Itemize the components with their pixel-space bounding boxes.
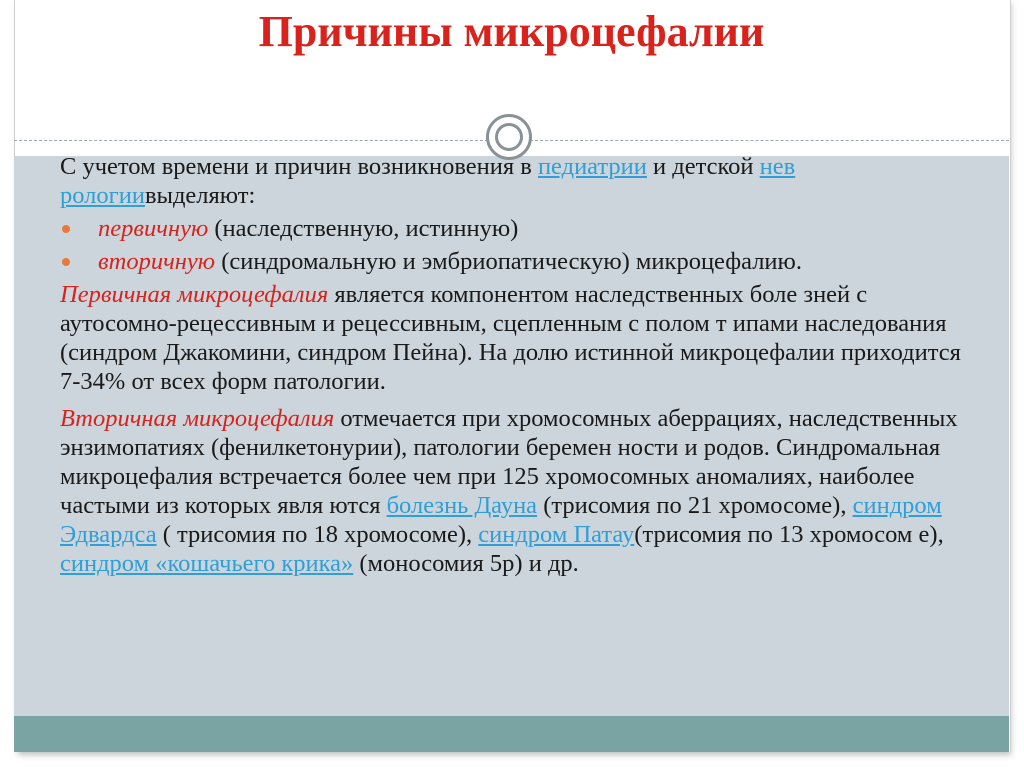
link-neurology[interactable]: нев рологии bbox=[60, 153, 796, 209]
slide-title: Причины микроцефалии bbox=[258, 7, 765, 56]
bullet-dot-icon bbox=[62, 258, 70, 266]
link-down-syndrome[interactable]: болезнь Дауна bbox=[386, 492, 538, 519]
ring-inner-icon bbox=[495, 123, 523, 151]
secondary-text-2: (трисомия по 21 хромосоме), bbox=[537, 492, 853, 519]
bullet-list bbox=[60, 214, 965, 276]
bullet-dot-icon bbox=[62, 225, 70, 233]
link-cat-cry-syndrome[interactable]: синдром «кошачьего крика» bbox=[60, 550, 354, 577]
bullet-text: (синдромальную и эмбриопатическую) микроцефалию. bbox=[215, 248, 802, 275]
secondary-term: Вторичная микроцефалия bbox=[60, 405, 335, 432]
bullet-term: вторичную bbox=[98, 248, 216, 275]
bullet-text: (наследственную, истинную) bbox=[208, 215, 519, 242]
primary-term: Первичная микроцефалия bbox=[60, 281, 329, 308]
intro-text-2: и детской bbox=[646, 153, 760, 180]
list-item bbox=[60, 214, 965, 243]
primary-paragraph bbox=[60, 280, 965, 396]
bullet-term: первичную bbox=[98, 215, 209, 242]
intro-text-3: выделяют: bbox=[144, 182, 256, 209]
bottom-band bbox=[14, 716, 1009, 752]
secondary-text-3: ( трисомия по 18 хромосоме), bbox=[156, 521, 479, 548]
link-patau-syndrome[interactable]: синдром Патау bbox=[478, 521, 635, 548]
link-edwards-syndrome[interactable]: синдром Эдвардса bbox=[60, 492, 942, 548]
secondary-text-5: (моносомия 5р) и др. bbox=[353, 550, 579, 577]
secondary-text-4: (трисомия по 13 хромосом е), bbox=[634, 521, 944, 548]
list-item bbox=[60, 247, 965, 276]
link-pediatrics[interactable]: педиатрии bbox=[537, 153, 647, 180]
intro-text-1: С учетом времени и причин возникновения в bbox=[60, 153, 538, 180]
intro-paragraph bbox=[60, 152, 965, 210]
slide-body bbox=[60, 152, 965, 578]
secondary-text-1: отмечается при хромосомных аберрациях, наследственных энзимопатиях (фенилкетонурии), патологии беремен ности и родов. Синдромальная микроцефалия встречается более чем при 125 хромосомных аномалиях, наиболее частыми из которых явля ются bbox=[60, 405, 958, 519]
primary-text: является компонентом наследственных боле зней с аутосомно-рецессивным и рецессивным, сцепленным с полом т ипами наследования (синдром Джакомини, синдром Пейна). На долю истинной микроцефалии приходится 7-34% от всех форм патологии. bbox=[60, 281, 961, 395]
secondary-paragraph bbox=[60, 404, 965, 578]
